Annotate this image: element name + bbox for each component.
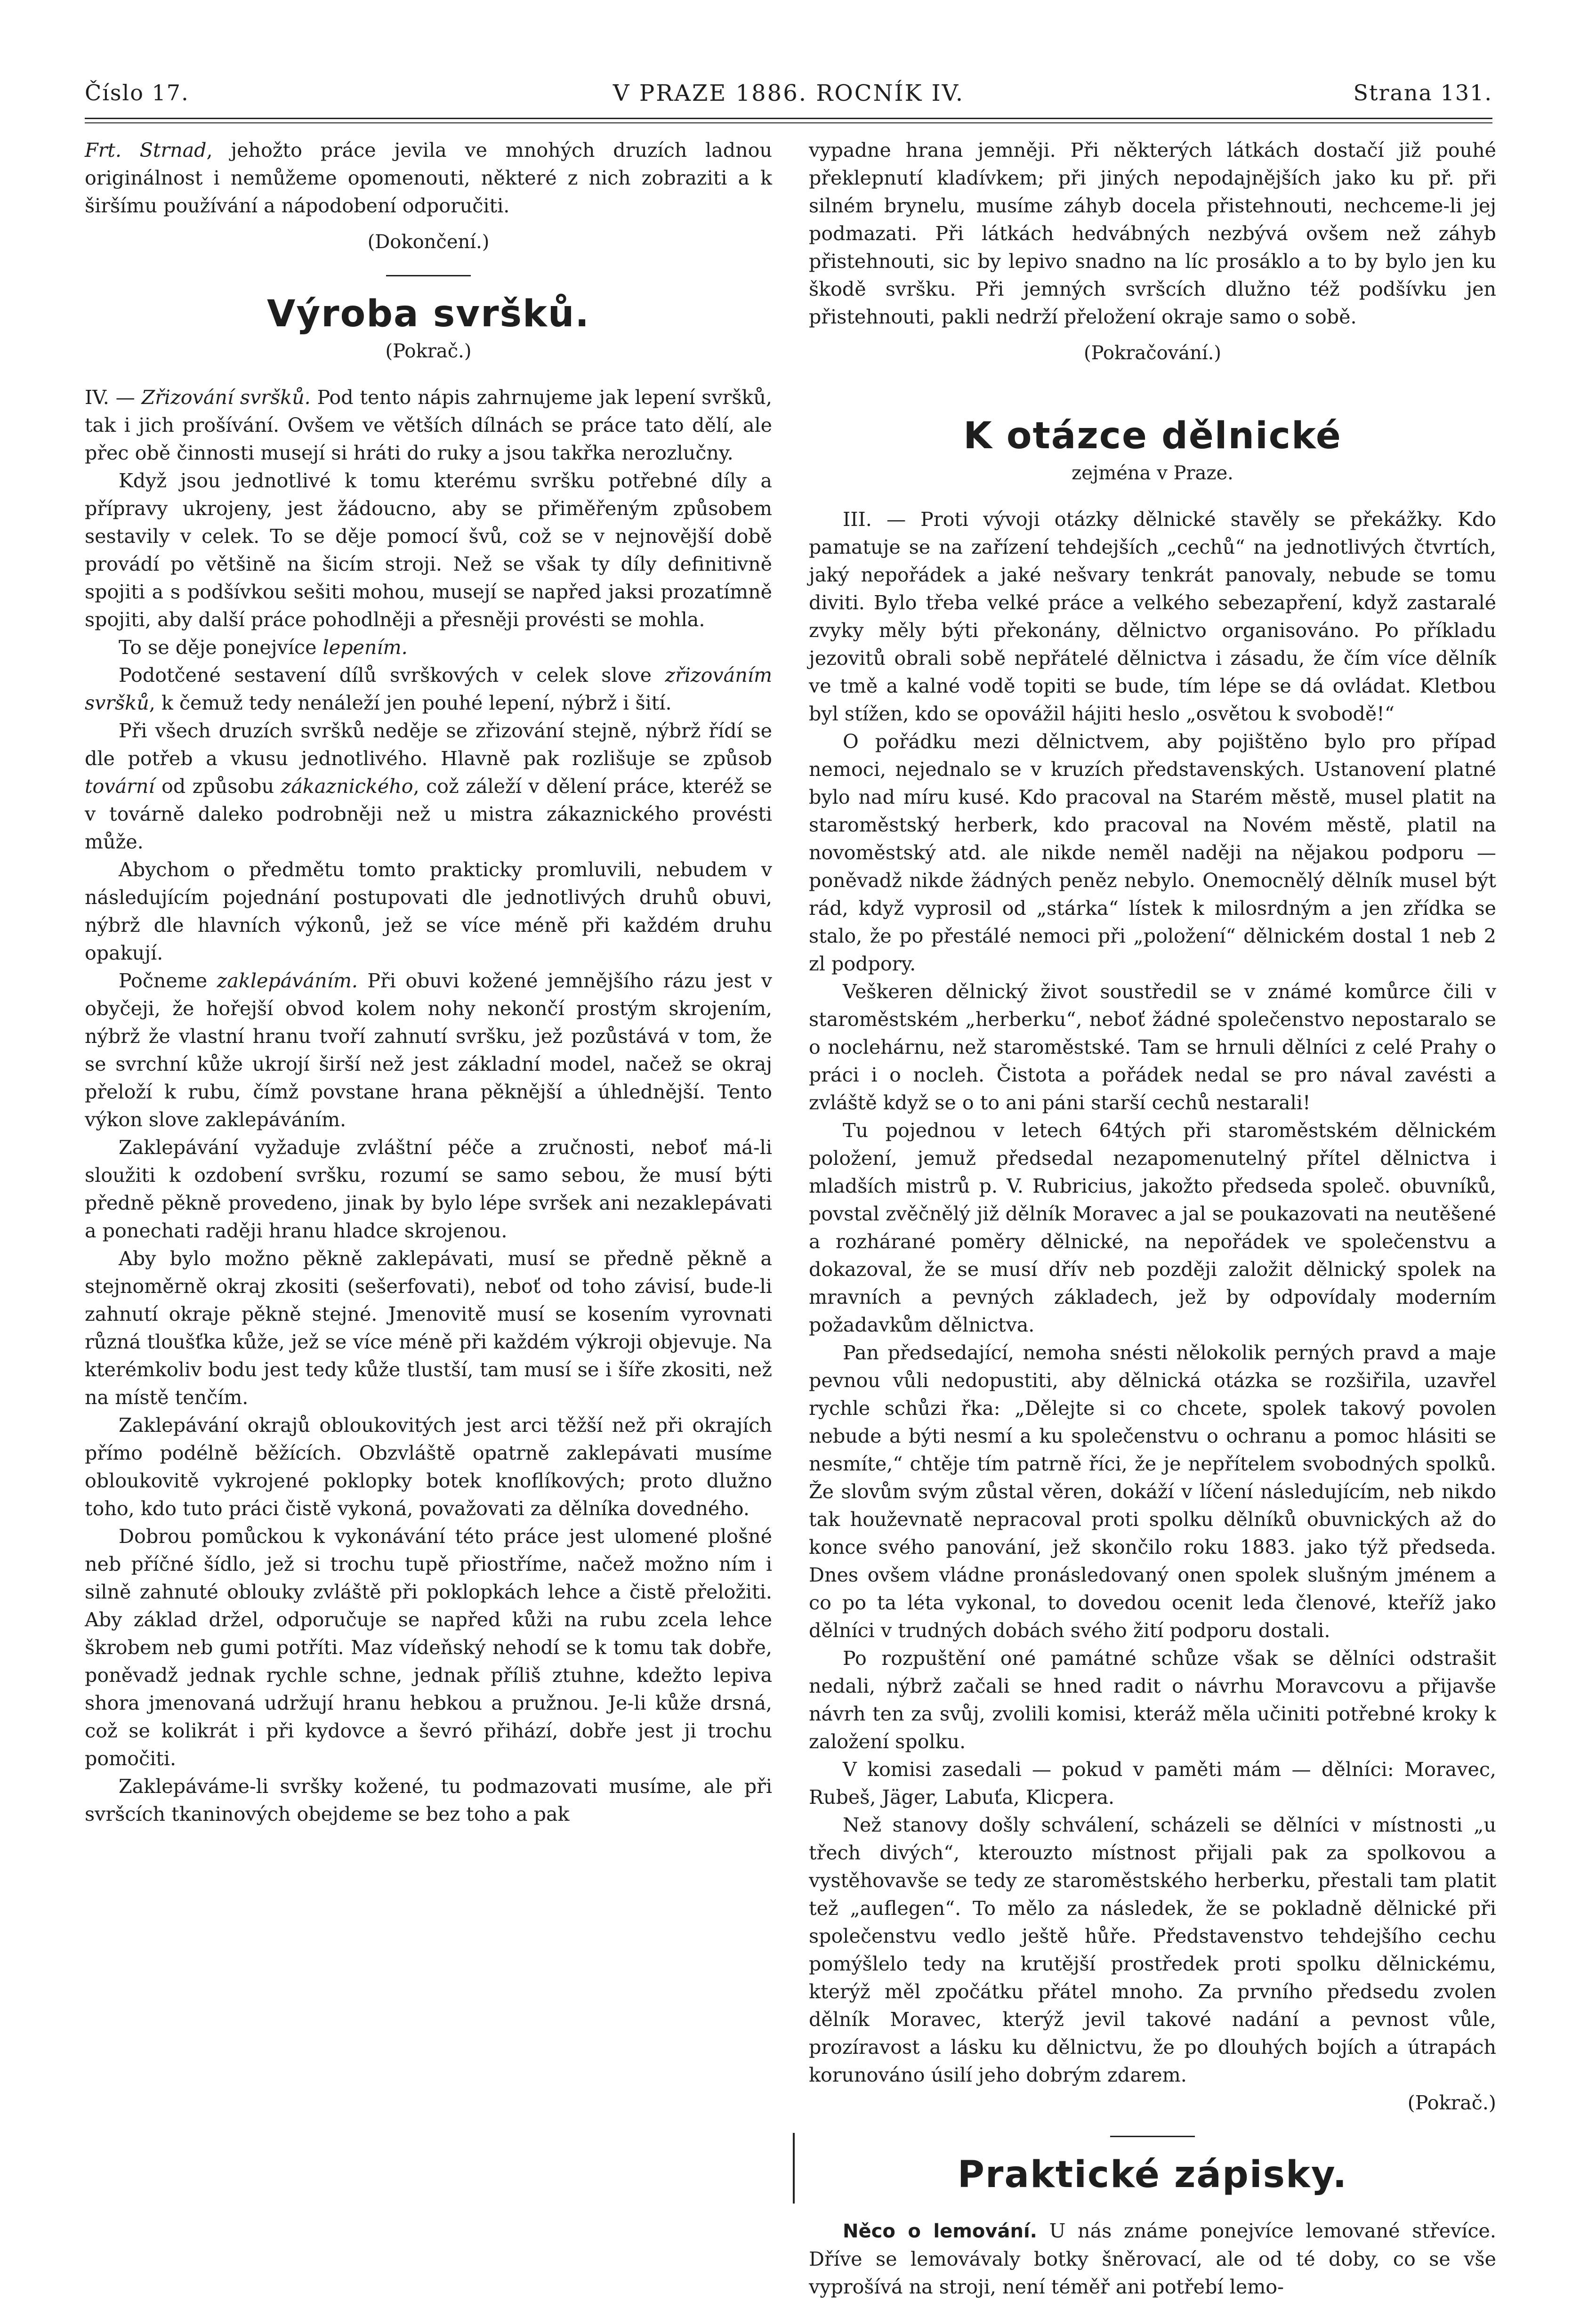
article1-paragraph: Aby bylo možno pěkně zaklepávati, musí se předně pěkně a stejnoměrně okraj zkositi (sešerfovati), neboť od toho závisí, bude-li zahnutí okraje pěkně stejné. Jmenovitě musí se kosením vyrovnati různá tloušťka kůže, jež se více méně při každém výkroji objevuje. Na kterémkoliv bodu jest tedy kůže tlustší, tam musí se i šíře zkositi, než na místě tenčím.	[85, 1247, 772, 1409]
article1-paragraph: Při všech druzích svršků neděje se zřizování stejně, nýbrž řídí se dle potřeb a vkusu jednotlivého. Hlavně pak rozlišuje se způsob tovární od způsobu zákaznického, což záleží v dělení práce, kteréž se v továrně daleko podrobněji než u mistra zákaznického provésti může.	[85, 719, 773, 853]
article1-paragraph: Počneme zaklepáváním. Při obuvi kožené jemnějšího rázu jest v obyčeji, že hořejší obvod kolem nohy nekončí prostým skrojením, nýbrž že vlastní hranu tvoří zahnutí svršku, jež pozůstává v tom, že se svrchní kůže ukrojí širší než jest základní model, načež se okraj přeloží k rubu, čímž povstane hrana pěknější a úhlednější. Tento výkon slove zaklepáváním.	[85, 969, 772, 1131]
article-note-vyroba: (Pokrač.)	[385, 340, 472, 362]
column-divider	[793, 2133, 795, 2204]
article2-paragraph: Pan předsedající, nemoha snésti nělokolik perných pravd a maje pevnou vůli nedopustiti, aby dělnická otázka se rozšiřila, uzavřel rychle schůzi řka: „Dělejte si co chcete, spolek takový povolen nebude a býti nesmí a ku společenstvu o ochranu a pomoc hlásiti se nesmíte,“ chtěje tím patrně říci, že je nepřítelem svobodných spolků. Že slovům svým zůstal věren, dokáží v líčení následujícím, neb nikdo tak houževnatě nepracoval proti spolku dělníků obuvnických až do konce svého panování, jež skončilo roku 1883. jako týž předseda. Dnes ovšem vládne pronásledovaný onen spolek slušným jménem a co po ta léta vykonal, to dovedou ocenit leda členové, kteříž jako dělníci v trudných dobách svého žití podporu dostali.	[809, 1341, 1496, 1642]
article1-paragraph: Zaklepávání vyžaduje zvláštní péče a zručnosti, neboť má-li sloužiti k ozdobení svršku, rozumí se samo sebou, že musí býti předně pěkně provedeno, jinak by bylo lépe svršek ani nezaklepávati a ponechati raději hranu hladce skrojenou.	[85, 1136, 772, 1242]
section-divider	[386, 275, 471, 276]
article-subtitle-otazka: zejména v Praze.	[1072, 462, 1233, 484]
article1-paragraph: Podotčené sestavení dílů svrškových v celek slove zřizováním svršků, k čemuž tedy nenáleží jen pouhé lepení, nýbrž i šití.	[85, 664, 772, 714]
intro-paragraph	[85, 137, 772, 220]
article2-paragraph: V komisi zasedali — pokud v paměti mám — dělníci: Moravec, Rubeš, Jäger, Labuťa, Klicpera.	[809, 1758, 1496, 1809]
article1-paragraph: Zaklepáváme-li svršky kožené, tu podmazovati musíme, ale při svršcích tkaninových obejdeme se bez toho a pak	[85, 1775, 772, 1825]
article-title-otazka: K otázce dělnické	[963, 415, 1342, 457]
article2-paragraph: Než stanovy došly schválení, scházeli se dělníci v místnosti „u třech divých“, kterouzto místnost přijali pak za spolkovou a vystěhovavše se tedy ze staroměstského herberku, přestali tam platit tež „auflegen“. To mělo za následek, že se pokladně dělnické při společenstvu vedlo ještě hůře. Představenstvo tehdejšího cechu pomýšlelo tedy na krutější prostředek proti spolku dělnickému, kterýž měl zpočátku přátel mnoho. Za prvního předsedu zvolen dělník Moravec, kterýž jevil takové nadání a pevnost vůle, prozíravost a lásku ku dělnictvu, že po dlouhých bojích a útrapách korunováno úsilí jeho dobrým zdarem.	[809, 1814, 1496, 2086]
article1-paragraph: To se děje ponejvíce lepením.	[119, 636, 408, 659]
section-heading: Zřizování svršků.	[141, 386, 311, 409]
article1-paragraph: Abychom o předmětu tomto prakticky promluvili, nebudem v následujícím pojednání postupovati dle jednotlivých druhů obuvi, nýbrž dle hlavních výkonů, jež se více méně při každém druhu opakují.	[85, 858, 772, 964]
article1-paragraph: Dobrou pomůckou k vykonávání této práce jest ulomené plošné neb příčné šídlo, jež si trochu tupě přiostříme, načež možno ním i silně zahnuté oblouky zvláště při poklopkách lehce a čistě přeložiti. Aby základ držel, odporučuje se napřed kůži na rubu zcela lehce škrobem neb gumi potříti. Maz vídeňský nehodí se k tomu tak dobře, poněvadž jednak rychle schne, jednak příliš ztuhne, kdežto lepiva shora jmenovaná udržují hranu hebkou a pružnou. Je-li kůže drsná, což se kolikrát i při kydovce a ševró přihází, dobře jest ji trochu pomočiti.	[85, 1525, 772, 1770]
article1-paragraph: Zaklepávání okrajů obloukovitých jest arci těžší než při okrajích přímo podélně běžících. Obzvláště opatrně zaklepávati musíme obloukovitě vykrojené poklopky botek knoflíkových; proto dlužno toho, kdo tuto práci čistě vykoná, považovati za dělníka dovedného.	[85, 1414, 772, 1520]
article2-paragraph: Po rozpuštění oné památné schůze však se dělníci odstrašit nedali, nýbrž začali se hned radit o návrhu Moravcovu a přijavše návrh ten za svůj, zvolili komisi, kteráž měla učiniti potřebné kroky k založení spolku.	[809, 1647, 1496, 1753]
page-number: Strana 131.	[1353, 80, 1492, 105]
article3-paragraph: Něco o lemování. U nás známe ponejvíce lemované střevíce. Dříve se lemovávaly botky šněrovací, ale od té doby, co se vše vyprošívá na stroji, není téměř ani potřebí lemo-	[809, 2220, 1496, 2298]
intro-prefix: Frt.	[85, 139, 140, 161]
page-header	[85, 80, 1492, 122]
article3-subheading: Něco o lemování.	[843, 2220, 1037, 2242]
article2-note: (Pokrač.)	[1407, 2091, 1496, 2114]
intro-text: , jehožto práce jevila ve mnohých druzích ladnou originálnost i nemůžeme opomenouti, některé z nich zobraziti a k širšímu používání a nápodobení odporučiti.	[85, 139, 772, 217]
intro-name: Strnad	[139, 139, 207, 161]
section-divider	[1110, 2136, 1195, 2137]
article2-paragraph: O pořádku mezi dělnictvem, aby pojištěno bylo pro případ nemoci, nejednalo se v kruzích představenských. Ustanovení platné bylo nad míru kusé. Kdo pracoval na Starém městě, musel platit na staroměstský herberk, kdo pracoval na Novém městě, platil na novoměstský atd. ale nikde neměl naději na nějakou podporu — poněvadž nikde žádných peněz nebylo. Onemocnělý dělník musel být rád, když vyprosil od „stárka“ lístek k milosrdným a jen zřídka se stalo, že po přestálé nemoci při „položení“ dělnickém dostal 1 neb 2 zl podpory.	[809, 730, 1496, 975]
continued-paragraph: vypadne hrana jemněji. Při některých látkách dostačí již pouhé překlepnutí kladívkem; při jiných nepodajnějších jako ku př. při silném brynelu, musíme záhyb docela přistehnouti, nechceme-li jej podmazati. Při látkách hedvábných nezbývá ovšem než záhyb přistehnouti, sic by lepivo snadno na líc prosáklo a to by bylo jen ku škodě svršku. Při jemných svršcích dlužno též podšívku jen přistehnouti, pakli nedrží přeložení okraje samo o sobě.	[809, 139, 1496, 328]
issue-number: Číslo 17.	[85, 80, 189, 105]
right-column	[809, 137, 1496, 2301]
masthead-date-volume: V PRAZE 1886. ROCNÍK IV.	[613, 80, 965, 106]
section-label: IV. —	[85, 386, 142, 409]
article-title-vyroba: Výroba svršků.	[266, 293, 590, 335]
left-column	[85, 137, 772, 1828]
article2-paragraph: III. — Proti vývoji otázky dělnické stavěly se překážky. Kdo pamatuje se na zařízení tehdejších „cechů“ na jednotlivých čtvrtích, jaký nepořádek a jaké nešvary tenkrát panovaly, nebude se tomu diviti. Bylo třeba velké práce a velkého sebezapření, když zastaralé zvyky měly býti překonány, dělnictvo organisováno. Po příkladu jezovitů obrali sobě nepřátelé dělnictva i zásadu, že čím více dělník ve tmě a kalné vodě topiti se bude, tím lépe se dá ovládat. Kletbou byl stížen, kdo se opovážil hájiti heslo „osvětou k svobodě!“	[809, 508, 1496, 725]
article1-paragraph: Když jsou jednotlivé k tomu kterému svršku potřebné díly a přípravy ukrojeny, jest žádoucno, aby se přiměřeným způsobem sestavily v celek. To se děje pomocí švů, což se v nejnovější době provádí po většině na šicím stroji. Než se však ty díly definitivně spojiti a s podšívkou sešiti mohou, musejí se napřed jaksi prozatímně spojiti, aby další práce pohodlněji a přesněji provésti se mohla.	[85, 469, 772, 631]
article1-paragraph: IV. — Zřizování svršků. Pod tento nápis zahrnujeme jak lepení svršků, tak i jich prošívání. Ovšem ve větších dílnách se práce tato dělí, ale přec obě činnosti musejí si hráti do ruky a jsou takřka nerozlučny.	[85, 386, 772, 464]
article2-paragraph: Tu pojednou v letech 64tých při staroměstském dělnickém položení, jemuž předsedal nezapomenutelný přítel dělnictva i mladších mistrů p. V. Rubricius, jakožto předseda společ. obuvníků, povstal zvěčnělý již dělník Moravec a jal se poukazovati na neutěšené a rozhárané poměry dělnické, na nepořádek ve společenstvu a dokazoval, že se musí dřív neb později založit dělnický spolek na mravních a pevných základech, jež by odpovídaly moderním požadavkům dělnictva.	[809, 1119, 1496, 1336]
article-title-prakticke: Praktické zápisky.	[957, 2154, 1348, 2196]
header-rule	[85, 118, 1492, 123]
continued-note: (Pokračování.)	[1084, 342, 1221, 364]
article2-paragraph: Veškeren dělnický život soustředil se v známé komůrce čili v staroměstském „herberku“, neboť žádné společenstvo nepostaralo se o noclehárnu, než staroměstské. Tam se hrnuli dělníci z celé Prahy o práci i o nocleh. Čistota a pořádek nedal se pro nával zavésti a zvláště když se o to ani páni starší cechů nestarali!	[809, 980, 1496, 1114]
intro-note: (Dokončení.)	[367, 231, 490, 253]
